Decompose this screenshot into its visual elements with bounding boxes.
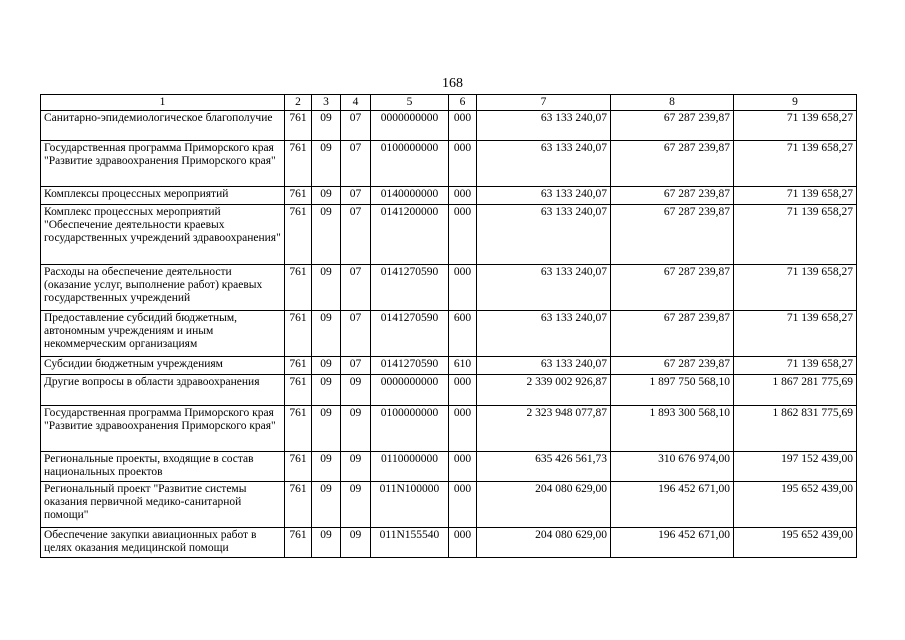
ministry-code: 761 [285, 265, 312, 311]
column-header: 4 [341, 95, 371, 111]
ministry-code: 761 [285, 375, 312, 406]
row-name: Расходы на обеспечение деятельности (оказание услуг, выполнение работ) краевых государственных учреждений [41, 265, 285, 311]
amount-cell: 196 452 671,00 [611, 482, 734, 528]
target-article-code: 0141270590 [371, 311, 449, 357]
column-header: 9 [734, 95, 857, 111]
section-code: 09 [312, 187, 341, 205]
amount-cell: 67 287 239,87 [611, 205, 734, 265]
table-row [41, 528, 857, 558]
amount-cell: 204 080 629,00 [477, 528, 611, 558]
target-article-code: 0141270590 [371, 265, 449, 311]
amount-cell: 71 139 658,27 [734, 357, 857, 375]
subsection-code: 09 [341, 482, 371, 528]
amount-cell: 63 133 240,07 [477, 187, 611, 205]
subsection-code: 07 [341, 111, 371, 141]
amount-cell: 310 676 974,00 [611, 452, 734, 482]
subsection-code: 09 [341, 375, 371, 406]
row-name: Субсидии бюджетным учреждениям [41, 357, 285, 375]
table-row [41, 452, 857, 482]
section-code: 09 [312, 375, 341, 406]
row-name: Другие вопросы в области здравоохранения [41, 375, 285, 406]
subsection-code: 09 [341, 452, 371, 482]
target-article-code: 0141270590 [371, 357, 449, 375]
table-row [41, 141, 857, 187]
section-code: 09 [312, 111, 341, 141]
subsection-code: 07 [341, 141, 371, 187]
expense-type-code: 000 [449, 406, 477, 452]
ministry-code: 761 [285, 406, 312, 452]
amount-cell: 1 893 300 568,10 [611, 406, 734, 452]
target-article-code: 0141200000 [371, 205, 449, 265]
amount-cell: 67 287 239,87 [611, 311, 734, 357]
amount-cell: 67 287 239,87 [611, 357, 734, 375]
row-name: Государственная программа Приморского края "Развитие здравоохранения Приморского края" [41, 141, 285, 187]
column-header: 2 [285, 95, 312, 111]
column-header: 3 [312, 95, 341, 111]
target-article-code: 0140000000 [371, 187, 449, 205]
table-row [41, 205, 857, 265]
expense-type-code: 000 [449, 187, 477, 205]
target-article-code: 0000000000 [371, 375, 449, 406]
ministry-code: 761 [285, 111, 312, 141]
column-header: 1 [41, 95, 285, 111]
ministry-code: 761 [285, 311, 312, 357]
ministry-code: 761 [285, 528, 312, 558]
table-header-row [41, 95, 857, 111]
amount-cell: 204 080 629,00 [477, 482, 611, 528]
section-code: 09 [312, 357, 341, 375]
row-name: Комплексы процессных мероприятий [41, 187, 285, 205]
amount-cell: 71 139 658,27 [734, 265, 857, 311]
ministry-code: 761 [285, 357, 312, 375]
row-name: Региональные проекты, входящие в состав национальных проектов [41, 452, 285, 482]
target-article-code: 011N155540 [371, 528, 449, 558]
target-article-code: 011N100000 [371, 482, 449, 528]
table-row [41, 265, 857, 311]
column-header: 7 [477, 95, 611, 111]
amount-cell: 67 287 239,87 [611, 187, 734, 205]
amount-cell: 195 652 439,00 [734, 482, 857, 528]
section-code: 09 [312, 311, 341, 357]
ministry-code: 761 [285, 205, 312, 265]
amount-cell: 197 152 439,00 [734, 452, 857, 482]
table-row [41, 311, 857, 357]
amount-cell: 1 867 281 775,69 [734, 375, 857, 406]
section-code: 09 [312, 528, 341, 558]
amount-cell: 63 133 240,07 [477, 357, 611, 375]
expense-type-code: 000 [449, 141, 477, 187]
row-name: Комплекс процессных мероприятий "Обеспечение деятельности краевых государственных учреждений здравоохранения" [41, 205, 285, 265]
section-code: 09 [312, 406, 341, 452]
expense-type-code: 000 [449, 375, 477, 406]
amount-cell: 1 897 750 568,10 [611, 375, 734, 406]
section-code: 09 [312, 205, 341, 265]
budget-table [40, 94, 857, 558]
amount-cell: 63 133 240,07 [477, 111, 611, 141]
amount-cell: 71 139 658,27 [734, 311, 857, 357]
amount-cell: 196 452 671,00 [611, 528, 734, 558]
subsection-code: 07 [341, 311, 371, 357]
table-row [41, 375, 857, 406]
row-name: Санитарно-эпидемиологическое благополучие [41, 111, 285, 141]
amount-cell: 71 139 658,27 [734, 111, 857, 141]
amount-cell: 63 133 240,07 [477, 141, 611, 187]
ministry-code: 761 [285, 482, 312, 528]
subsection-code: 07 [341, 205, 371, 265]
amount-cell: 71 139 658,27 [734, 141, 857, 187]
expense-type-code: 000 [449, 452, 477, 482]
expense-type-code: 610 [449, 357, 477, 375]
ministry-code: 761 [285, 141, 312, 187]
row-name: Государственная программа Приморского края "Развитие здравоохранения Приморского края" [41, 406, 285, 452]
table-row [41, 111, 857, 141]
amount-cell: 63 133 240,07 [477, 205, 611, 265]
row-name: Региональный проект "Развитие системы оказания первичной медико-санитарной помощи" [41, 482, 285, 528]
target-article-code: 0110000000 [371, 452, 449, 482]
expense-type-code: 000 [449, 528, 477, 558]
amount-cell: 67 287 239,87 [611, 265, 734, 311]
amount-cell: 635 426 561,73 [477, 452, 611, 482]
expense-type-code: 000 [449, 205, 477, 265]
table-row [41, 187, 857, 205]
target-article-code: 0100000000 [371, 141, 449, 187]
section-code: 09 [312, 141, 341, 187]
amount-cell: 1 862 831 775,69 [734, 406, 857, 452]
subsection-code: 07 [341, 357, 371, 375]
ministry-code: 761 [285, 187, 312, 205]
column-header: 6 [449, 95, 477, 111]
subsection-code: 09 [341, 528, 371, 558]
expense-type-code: 000 [449, 482, 477, 528]
page-number: 168 [442, 76, 463, 91]
amount-cell: 67 287 239,87 [611, 141, 734, 187]
expense-type-code: 600 [449, 311, 477, 357]
expense-type-code: 000 [449, 265, 477, 311]
column-header: 5 [371, 95, 449, 111]
column-header: 8 [611, 95, 734, 111]
subsection-code: 07 [341, 265, 371, 311]
amount-cell: 2 339 002 926,87 [477, 375, 611, 406]
amount-cell: 2 323 948 077,87 [477, 406, 611, 452]
amount-cell: 195 652 439,00 [734, 528, 857, 558]
expense-type-code: 000 [449, 111, 477, 141]
section-code: 09 [312, 265, 341, 311]
target-article-code: 0000000000 [371, 111, 449, 141]
row-name: Предоставление субсидий бюджетным, автономным учреждениям и иным некоммерческим организациям [41, 311, 285, 357]
amount-cell: 63 133 240,07 [477, 265, 611, 311]
table-row [41, 406, 857, 452]
table-row [41, 482, 857, 528]
amount-cell: 71 139 658,27 [734, 187, 857, 205]
target-article-code: 0100000000 [371, 406, 449, 452]
section-code: 09 [312, 482, 341, 528]
row-name: Обеспечение закупки авиационных работ в целях оказания медицинской помощи [41, 528, 285, 558]
amount-cell: 63 133 240,07 [477, 311, 611, 357]
table-row [41, 357, 857, 375]
section-code: 09 [312, 452, 341, 482]
subsection-code: 07 [341, 187, 371, 205]
ministry-code: 761 [285, 452, 312, 482]
subsection-code: 09 [341, 406, 371, 452]
amount-cell: 71 139 658,27 [734, 205, 857, 265]
amount-cell: 67 287 239,87 [611, 111, 734, 141]
